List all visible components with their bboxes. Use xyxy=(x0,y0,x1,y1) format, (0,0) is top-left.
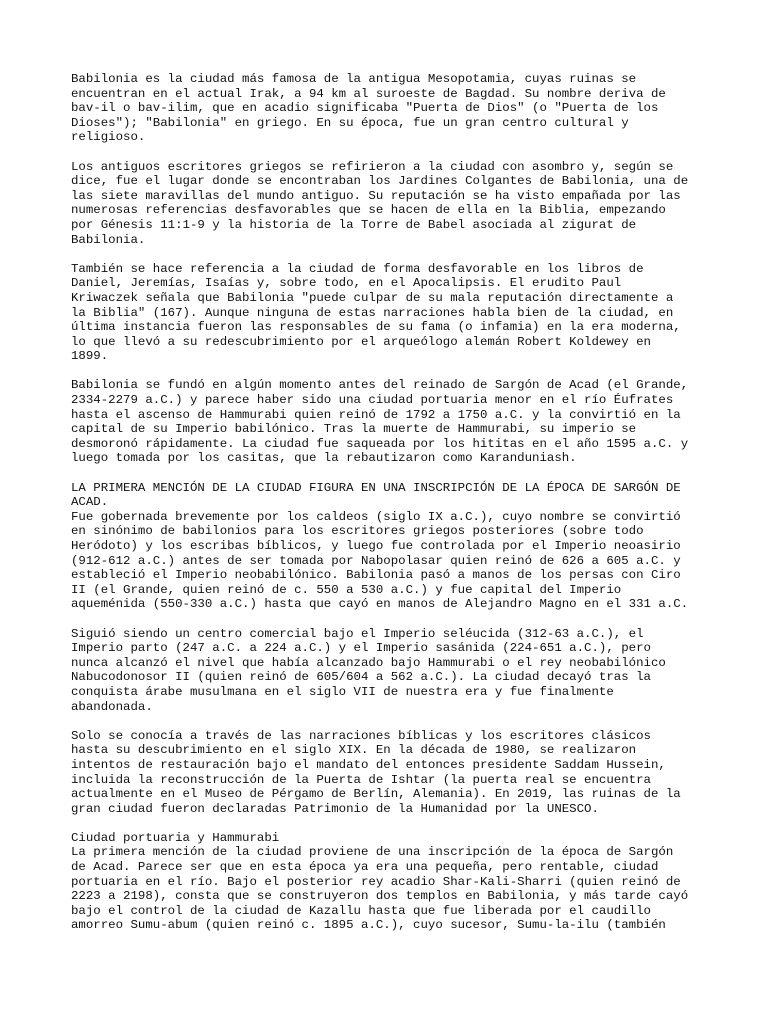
paragraph-biblical-references: También se hace referencia a la ciudad de forma desfavorable en los libros de Daniel, Jeremías, Isaías y, sobre todo, en el Apocalipsis. El erudito Paul Kriwaczek señala que Babilonia "puede culpar de su mala reputación directamente a la Biblia" (167). Aunque ninguna de estas narraciones habla bien de la ciudad, en última instancia fueron las responsables de su fama (o infamia) en la era moderna, lo que llevó a su redescubrimiento por el arqueólogo alemán Robert Koldewey en 1899. xyxy=(71,261,681,364)
paragraph-founding: Babilonia se fundó en algún momento antes del reinado de Sargón de Acad (el Grande, 2334-2279 a.C.) y parece haber sido una ciudad portuaria menor en el río Éufrates hasta el ascenso de Hammurabi quien reinó de 1792 a 1750 a.C. y la convirtió en la capital de su Imperio babilónico. Tras la muerte de Hammurabi, su imperio se desmoronó rápidamente. La ciudad fue saqueada por los hititas en el año 1595 a.C. y luego tomada por los casitas, que la rebautizaron como Karanduniash. xyxy=(71,378,689,466)
paragraph-greek-writers: Los antiguos escritores griegos se refirieron a la ciudad con asombro y, según se dice, fue el lugar donde se encontraban los Jardines Colgantes de Babilonia, una de las siete maravillas del mundo antiguo. Su reputación se ha visto empañada por las numerosas referencias desfavorables que se hacen de ella en la Biblia, empezando por Génesis 11:1-9 y la historia de la Torre de Babel asociada al zigurat de Babilonia. xyxy=(71,159,689,247)
paragraph-first-mention: LA PRIMERA MENCIÓN DE LA CIUDAD FIGURA EN UNA INSCRIPCIÓN DE LA ÉPOCA DE SARGÓN DE ACAD. Fue gobernada brevemente por los caldeos (siglo IX a.C.), cuyo nombre se convirtió en sinónimo de babilonios para los escritores griegos posteriores (sobre todo Heródoto) y los escribas bíblicos, y luego fue controlada por el Imperio neoasirio (912-612 a.C.) antes de ser tomada por Nabopolasar quien reinó de 626 a 605 a.C. y estableció el Imperio neobabilónico. Babilonia pasó a manos de los persas con Ciro II (el Grande, quien reinó de c. 550 a 530 a.C.) y fue capital del Imperio aqueménida (550-330 a.C.) hasta que cayó en manos de Alejandro Magno en el 331 a.C. xyxy=(71,480,689,612)
paragraph-rediscovery: Solo se conocía a través de las narraciones bíblicas y los escritores clásicos hasta su descubrimiento en el siglo XIX. En la década de 1980, se realizaron intentos de restauración bajo el mandato del entonces presidente Saddam Hussein, incluida la reconstrucción de la Puerta de Ishtar (la puerta real se encuentra actualmente en el Museo de Pérgamo de Berlín, Alemania). En 2019, las ruinas de la gran ciudad fueron declaradas Patrimonio de la Humanidad por la UNESCO. xyxy=(71,728,681,816)
document-page xyxy=(71,72,711,933)
paragraph-later-empires: Siguió siendo un centro comercial bajo el Imperio seléucida (312-63 a.C.), el Imperio parto (247 a.C. a 224 a.C.) y el Imperio sasánida (224-651 a.C.), pero nunca alcanzó el nivel que había alcanzado bajo Hammurabi o el rey neobabilónico Nabucodonosor II (quien reinó de 605/604 a 562 a.C.). La ciudad decayó tras la conquista árabe musulmana en el siglo VII de nuestra era y fue finalmente abandonada. xyxy=(71,626,666,714)
paragraph-intro: Babilonia es la ciudad más famosa de la antigua Mesopotamia, cuyas ruinas se encuentran en el actual Irak, a 94 km al suroeste de Bagdad. Su nombre deriva de bav-il o bav-ilim, que en acadio significaba "Puerta de Dios" (o "Puerta de los Dioses"); "Babilonia" en griego. En su época, fue un gran centro cultural y religioso. xyxy=(71,72,666,145)
paragraph-port-city-hammurabi: Ciudad portuaria y Hammurabi La primera mención de la ciudad proviene de una inscripción de la época de Sargón de Acad. Parece ser que en esta época ya era una pequeña, pero rentable, ciudad portuaria en el río. Bajo el posterior rey acadio Shar-Kali-Sharri (quien reinó de 2223 a 2198), consta que se construyeron dos templos en Babilonia, y más tarde cayó bajo el control de la ciudad de Kazallu hasta que fue liberada por el caudillo amorreo Sumu-abum (quien reinó c. 1895 a.C.), cuyo sucesor, Sumu-la-ilu (también xyxy=(71,830,689,933)
